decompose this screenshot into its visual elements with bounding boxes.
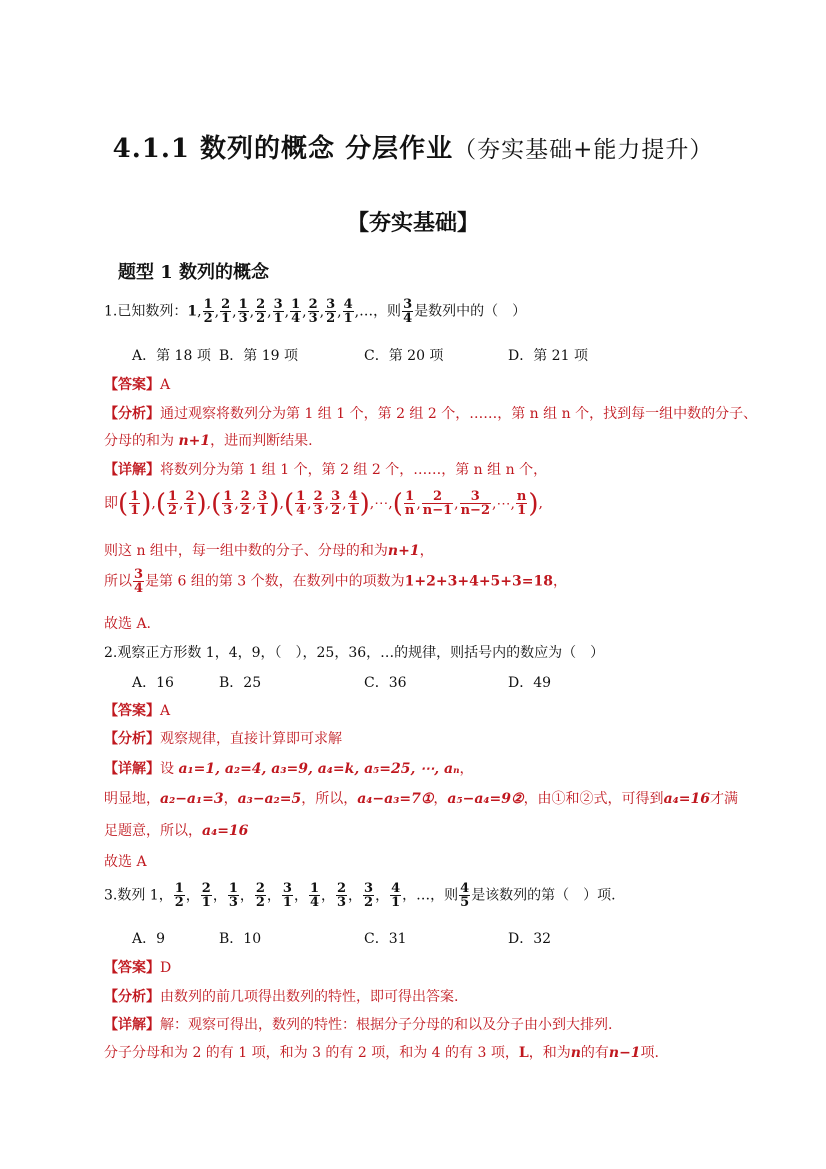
denominator: 1: [343, 311, 353, 326]
q3-analysis: 【分析】由数列的前几项得出数列的特性，即可得出答案.: [104, 989, 459, 1005]
denominator: 1: [282, 895, 292, 910]
numerator: 2: [221, 297, 231, 312]
numerator: 4: [460, 881, 470, 896]
denominator: 4: [291, 311, 301, 326]
sequence-fraction: [343, 298, 354, 325]
numerator: 3: [258, 489, 268, 504]
group-fraction: [184, 490, 195, 517]
denominator: 2: [364, 895, 374, 910]
denominator: 2: [326, 311, 336, 326]
q2-option-c[interactable]: C．36: [364, 675, 407, 691]
left-paren: (: [118, 488, 129, 519]
q3-target-fraction: [458, 881, 471, 910]
numerator: 2: [313, 489, 323, 504]
numerator: 4: [348, 489, 358, 504]
group-fraction: [257, 490, 268, 517]
q1-detail: 【详解】将数列分为第 1 组 1 个，第 2 组 2 个，……，第 n 组 n 个，: [104, 462, 548, 478]
sequence-fraction: [363, 882, 374, 909]
q1-detail-position: 所以 $\frac{3}{4}$ 是第 6 组的第 3 个数，在数列中的项数为1+2+3+4+5+3=18，: [104, 567, 567, 596]
q3-option-c[interactable]: C．31: [364, 931, 407, 947]
sequence-fraction: [201, 882, 212, 909]
q2-analysis: 【分析】观察规律，直接计算即可求解: [104, 731, 342, 747]
left-paren: (: [155, 488, 166, 519]
left-paren: (: [392, 488, 403, 519]
fraction-group: ( $\frac{1}{3}$ , $\frac{2}{2}$ , $\frac{3}{1}$ ): [211, 488, 280, 519]
sequence-fraction: [273, 298, 284, 325]
denominator: 3: [313, 503, 323, 518]
denominator: 1: [391, 895, 401, 910]
denominator: 2: [255, 895, 265, 910]
sequence-fraction: [282, 882, 293, 909]
numerator: 4: [391, 881, 401, 896]
q1-option-c[interactable]: C．第 20 项: [364, 348, 444, 364]
right-paren: ): [269, 488, 280, 519]
sequence-fraction: [174, 882, 185, 909]
numerator: 1: [291, 297, 301, 312]
numerator: 3: [364, 881, 374, 896]
denominator: 1: [221, 311, 231, 326]
title-main: 4.1.1 数列的概念 分层作业: [112, 134, 454, 164]
q2-detail-diffs: 明显地，a₂−a₁=3，a₃−a₂=5，所以，a₄−a₃=7①，a₅−a₄=9②，由①和②式，可得到a₄=16才满: [104, 791, 738, 807]
denominator: 5: [460, 895, 470, 910]
numerator: 1: [309, 881, 319, 896]
sequence-fraction: [390, 882, 401, 909]
q1-detail-groups: 即( $\frac{1}{1}$ ),( $\frac{1}{2}$ , $\frac{2}{1}$ ),( $\frac{1}{3}$ , $\frac{2}{2}$ , $\frac{3}{1}$ ),( $\frac{1}{4}$ , $\frac{2}{3}$ , $\frac{3}{2}$ , $\frac{4}{1}$ ),⋯,( $\frac{1}{n}$ , $\frac{2}{n-1}$ , $\frac{3}{n-2}$ ,⋯, $\frac{n}{1}$ ),: [104, 488, 543, 519]
numerator: 1: [296, 489, 306, 504]
sequence-fraction: [290, 298, 301, 325]
numerator: 2: [255, 881, 265, 896]
denominator: 3: [308, 311, 318, 326]
denominator: 4: [309, 895, 319, 910]
q1-option-b[interactable]: B．第 19 项: [219, 348, 299, 364]
denominator: 2: [331, 503, 341, 518]
numerator: 3: [331, 489, 341, 504]
numerator: 1: [223, 489, 233, 504]
q2-detail: 【详解】设 a₁=1, a₂=4, a₃=9, a₄=k, a₅=25, ⋯, aₙ，: [104, 761, 474, 777]
q1-group-list: ( $\frac{1}{1}$ ),( $\frac{1}{2}$ , $\frac{2}{1}$ ),( $\frac{1}{3}$ , $\frac{2}{2}$ , $\frac{3}{1}$ ),( $\frac{1}{4}$ , $\frac{2}{3}$ , $\frac{3}{2}$ , $\frac{4}{1}$ ),⋯,( $\frac{1}{n}$ , $\frac{2}{n-1}$ , $\frac{3}{n-2}$ ,⋯, $\frac{n}{1}$ ),: [118, 488, 543, 519]
q1-option-a[interactable]: A．第 18 项: [132, 348, 211, 364]
numerator: 4: [343, 297, 353, 312]
q1-sequence: $\frac{1}{2}$ , $\frac{2}{1}$ , $\frac{1}{3}$ , $\frac{2}{2}$ , $\frac{3}{1}$ , $\frac{1}{4}$ , $\frac{2}{3}$ , $\frac{3}{2}$ , $\frac{4}{1}$ ,: [203, 297, 360, 326]
denominator: 1: [273, 311, 283, 326]
sequence-fraction: [238, 298, 249, 325]
numerator: 2: [337, 881, 347, 896]
numerator: 1: [130, 489, 140, 504]
q1-detail-fraction: [132, 567, 145, 596]
numerator: 2: [422, 490, 453, 504]
q1-conclusion: 故选 A.: [104, 616, 152, 632]
numerator: 1: [228, 881, 238, 896]
denominator: 4: [296, 503, 306, 518]
denominator: n: [404, 503, 415, 518]
q2-answer: 【答案】A: [104, 703, 171, 719]
group-fraction: [313, 490, 324, 517]
q3-stem: 3.数列 1， $\frac{1}{2}$ ， $\frac{2}{1}$ ， $\frac{1}{3}$ ， $\frac{2}{2}$ ， $\frac{3}{1}$ ， $\frac{1}{4}$ ， $\frac{2}{3}$ ， $\frac{3}{2}$ ， $\frac{4}{1}$ ，…，则 $\frac{4}{5}$ 是该数列的第（ ）项.: [104, 881, 616, 910]
group-fraction: [167, 490, 178, 517]
right-paren: ): [196, 488, 207, 519]
sequence-fraction: [325, 298, 336, 325]
group-fraction: [129, 490, 140, 517]
q1-detail-sum: 则这 n 组中，每一组中数的分子、分母的和为n+1，: [104, 543, 434, 559]
q2-detail-result: 足题意，所以，a₄=16: [104, 823, 249, 839]
right-paren: ): [141, 488, 152, 519]
group-fraction: [295, 490, 306, 517]
numerator: 2: [256, 297, 266, 312]
group-fraction: [404, 490, 415, 517]
denominator: 1: [130, 503, 140, 518]
denominator: 1: [201, 895, 211, 910]
group-fraction: [422, 490, 453, 517]
q3-option-a[interactable]: A．9: [132, 931, 166, 947]
q3-detail: 【详解】解：观察可得出，数列的特性：根据分子分母的和以及分子由小到大排列.: [104, 1017, 613, 1033]
group-fraction: [240, 490, 251, 517]
q1-answer: 【答案】A: [104, 377, 171, 393]
fraction-group: ( $\frac{1}{4}$ , $\frac{2}{3}$ , $\frac{3}{2}$ , $\frac{4}{1}$ ): [283, 488, 370, 519]
q2-option-a[interactable]: A．16: [132, 675, 174, 691]
q1-option-d[interactable]: D．第 21 项: [508, 348, 588, 364]
q2-option-d[interactable]: D．49: [508, 675, 552, 691]
denominator: 3: [223, 503, 233, 518]
q1-stem: 1.已知数列：1, $\frac{1}{2}$ , $\frac{2}{1}$ , $\frac{1}{3}$ , $\frac{2}{2}$ , $\frac{3}{1}$ , $\frac{1}{4}$ , $\frac{2}{3}$ , $\frac{3}{2}$ , $\frac{4}{1}$ ,…，则 $\frac{3}{4}$ 是数列中的（ ）: [104, 297, 527, 326]
numerator: 3: [134, 567, 144, 582]
group-fraction: [222, 490, 233, 517]
denominator: 1: [348, 503, 358, 518]
sequence-fraction: [309, 882, 320, 909]
q2-conclusion: 故选 A: [104, 854, 147, 870]
q2-option-b[interactable]: B．25: [219, 675, 262, 691]
sequence-fraction: [255, 298, 266, 325]
numerator: 2: [185, 489, 195, 504]
q3-option-d[interactable]: D．32: [508, 931, 552, 947]
right-paren: ): [359, 488, 370, 519]
target-fraction: [459, 882, 470, 909]
target-fraction: [133, 568, 144, 595]
group-fraction: [516, 490, 527, 517]
numerator: 1: [203, 297, 213, 312]
q3-answer: 【答案】D: [104, 960, 172, 976]
target-fraction: [402, 298, 413, 325]
denominator: 2: [174, 895, 184, 910]
denominator: 3: [228, 895, 238, 910]
numerator: 2: [240, 489, 250, 504]
numerator: 2: [308, 297, 318, 312]
q1-analysis-cont: 分母的和为 n+1，进而判断结果.: [104, 433, 313, 449]
sequence-fraction: [220, 298, 231, 325]
q3-option-b[interactable]: B．10: [219, 931, 262, 947]
denominator: 2: [203, 311, 213, 326]
group-fraction: [348, 490, 359, 517]
topic-heading: 题型 1 数列的概念: [118, 262, 270, 283]
numerator: 3: [326, 297, 336, 312]
sequence-fraction: [336, 882, 347, 909]
section-heading: 【夯实基础】: [346, 210, 479, 236]
numerator: 1: [405, 489, 415, 504]
q3-sequence: $\frac{1}{2}$ ， $\frac{2}{1}$ ， $\frac{1}{3}$ ， $\frac{2}{2}$ ， $\frac{3}{1}$ ， $\frac{1}{4}$ ， $\frac{2}{3}$ ， $\frac{3}{2}$ ， $\frac{4}{1}$: [174, 881, 401, 910]
numerator: 3: [282, 881, 292, 896]
denominator: 2: [256, 311, 266, 326]
denominator: 1: [258, 503, 268, 518]
denominator: 2: [240, 503, 250, 518]
denominator: 1: [185, 503, 195, 518]
right-paren: ): [528, 488, 539, 519]
page-title: [0, 128, 826, 165]
numerator: 3: [460, 490, 491, 504]
denominator: 4: [403, 311, 413, 326]
fraction-group: [118, 488, 152, 519]
numerator: 3: [273, 297, 283, 312]
numerator: 2: [201, 881, 211, 896]
denominator: 4: [134, 581, 144, 596]
denominator: 1: [517, 503, 527, 518]
denominator: n−2: [460, 503, 490, 518]
sequence-fraction: [255, 882, 266, 909]
q1-target-fraction: [401, 297, 414, 326]
group-fraction: [330, 490, 341, 517]
fraction-group: ( $\frac{1}{2}$ , $\frac{2}{1}$ ): [155, 488, 207, 519]
sequence-fraction: [308, 298, 319, 325]
title-subtitle: （夯实基础+能力提升）: [453, 137, 714, 163]
numerator: 1: [174, 881, 184, 896]
denominator: 3: [337, 895, 347, 910]
sequence-fraction: [203, 298, 214, 325]
left-paren: (: [211, 488, 222, 519]
numerator: n: [516, 489, 527, 504]
q1-analysis: 【分析】通过观察将数列分为第 1 组 1 个，第 2 组 2 个，……，第 n 组 n 个，找到每一组中数的分子、: [104, 406, 758, 422]
numerator: 1: [167, 489, 178, 504]
q3-detail-count: 分子分母和为 2 的有 1 项，和为 3 的有 2 项，和为 4 的有 3 项，L，和为n的有n−1项.: [104, 1045, 659, 1061]
sequence-fraction: [228, 882, 239, 909]
numerator: 1: [238, 297, 248, 312]
left-paren: (: [283, 488, 295, 519]
q2-stem: 2.观察正方形数 1，4，9，（ ），25，36，…的规律，则括号内的数应为（ ）: [104, 645, 605, 661]
denominator: 2: [167, 503, 178, 518]
denominator: 3: [238, 311, 248, 326]
fraction-group-n: ( $\frac{1}{n}$ , $\frac{2}{n-1}$ , $\frac{3}{n-2}$ ,⋯, $\frac{n}{1}$ ): [392, 488, 539, 519]
group-fraction: [460, 490, 491, 517]
denominator: n−1: [422, 503, 453, 518]
numerator: 3: [403, 297, 413, 312]
